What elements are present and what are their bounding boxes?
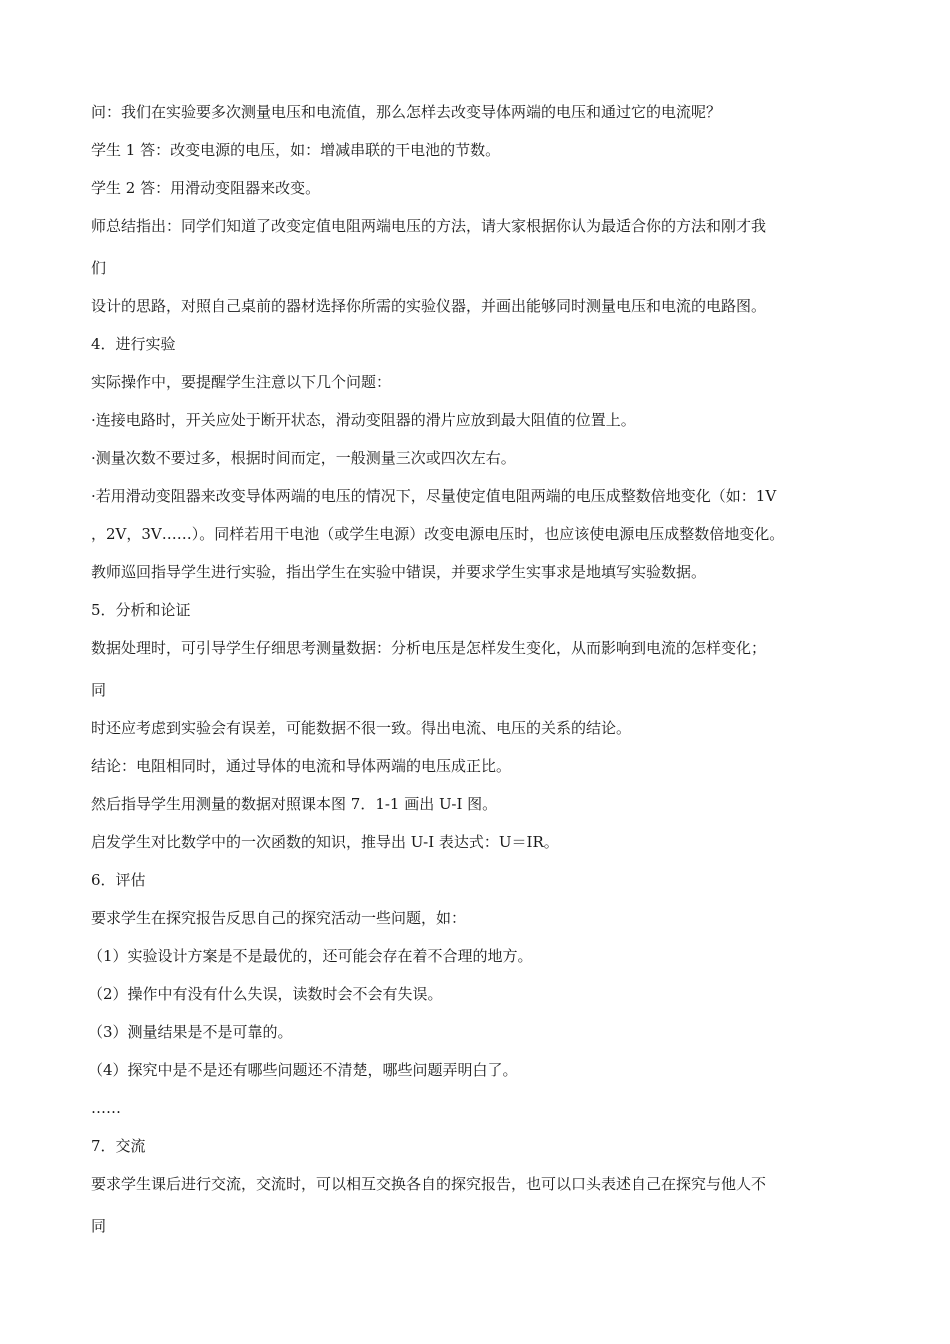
text-line: 结论：电阻相同时，通过导体的电流和导体两端的电压成正比。 xyxy=(91,757,512,775)
text-line: 启发学生对比数学中的一次函数的知识，推导出 U-I 表达式：U＝IR。 xyxy=(91,833,559,851)
list-item: （4）探究中是不是还有哪些问题还不清楚，哪些问题弄明白了。 xyxy=(88,1061,518,1079)
text-line: 同 xyxy=(91,681,107,699)
text-line: 同 xyxy=(91,1217,107,1235)
text-line: 然后指导学生用测量的数据对照课本图 7．1-1 画出 U-I 图。 xyxy=(91,795,498,813)
list-item: （2）操作中有没有什么失误，读数时会不会有失误。 xyxy=(88,985,443,1003)
section-heading: 6．评估 xyxy=(91,871,146,889)
section-heading: 4．进行实验 xyxy=(91,335,176,353)
bullet-item: ·连接电路时，开关应处于断开状态，滑动变阻器的滑片应放到最大阻值的位置上。 xyxy=(91,411,636,429)
text-line: 要求学生在探究报告反思自己的探究活动一些问题，如： xyxy=(91,909,467,927)
section-heading: 5．分析和论证 xyxy=(91,601,191,619)
text-line: 问：我们在实验要多次测量电压和电流值，那么怎样去改变导体两端的电压和通过它的电流呢？ xyxy=(91,103,722,121)
list-item: （1）实验设计方案是不是最优的，还可能会存在着不合理的地方。 xyxy=(88,947,533,965)
text-line: 们 xyxy=(91,259,107,277)
text-line: 要求学生课后进行交流，交流时，可以相互交换各自的探究报告，也可以口头表述自己在探究与他人不 xyxy=(91,1175,767,1193)
ellipsis: …… xyxy=(91,1099,121,1117)
bullet-item: ·若用滑动变阻器来改变导体两端的电压的情况下，尽量使定值电阻两端的电压成整数倍地变化（如：1V xyxy=(91,487,777,505)
text-line: 数据处理时，可引导学生仔细思考测量数据：分析电压是怎样发生变化，从而影响到电流的怎样变化； xyxy=(91,639,767,657)
text-line: 教师巡回指导学生进行实验，指出学生在实验中错误，并要求学生实事求是地填写实验数据。 xyxy=(91,563,707,581)
text-line: 实际操作中，要提醒学生注意以下几个问题： xyxy=(91,373,392,391)
text-line: ，2V，3V……）。同样若用干电池（或学生电源）改变电源电压时，也应该使电源电压成整数倍地变化。 xyxy=(91,525,785,543)
bullet-item: ·测量次数不要过多，根据时间而定，一般测量三次或四次左右。 xyxy=(91,449,516,467)
text-line: 时还应考虑到实验会有误差，可能数据不很一致。得出电流、电压的关系的结论。 xyxy=(91,719,632,737)
text-line: 学生 1 答：改变电源的电压，如：增减串联的干电池的节数。 xyxy=(91,141,501,159)
text-line: 学生 2 答：用滑动变阻器来改变。 xyxy=(91,179,321,197)
text-line: 设计的思路，对照自己桌前的器材选择你所需的实验仪器，并画出能够同时测量电压和电流的电路图。 xyxy=(91,297,767,315)
text-line: 师总结指出：同学们知道了改变定值电阻两端电压的方法，请大家根据你认为最适合你的方法和刚才我 xyxy=(91,217,767,235)
section-heading: 7．交流 xyxy=(91,1137,146,1155)
list-item: （3）测量结果是不是可靠的。 xyxy=(88,1023,293,1041)
